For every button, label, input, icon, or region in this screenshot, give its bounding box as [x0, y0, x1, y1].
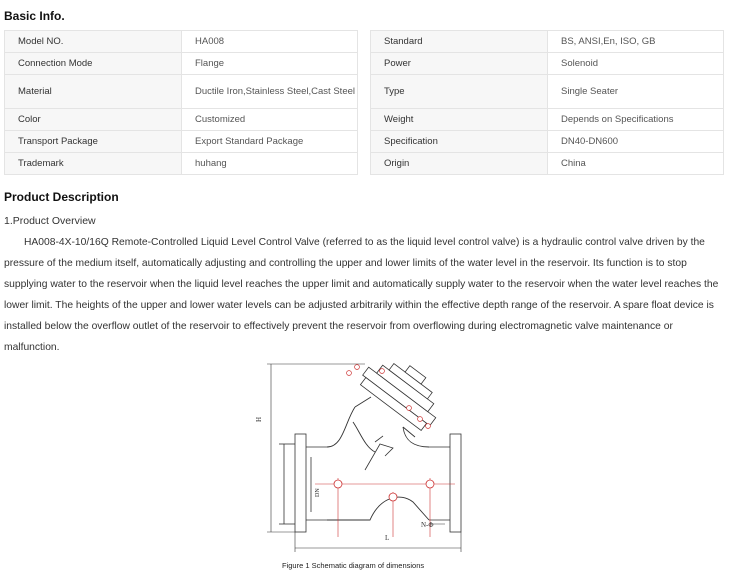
table-row: [371, 75, 724, 109]
spec-value: Customized: [182, 109, 358, 131]
spec-value: Single Seater: [548, 75, 724, 109]
spec-key: Origin: [371, 153, 548, 175]
nominal-label: DN: [315, 488, 321, 497]
product-overview-heading: 1.Product Overview: [4, 215, 96, 227]
spec-value: BS, ANSI,En, ISO, GB: [548, 31, 724, 53]
product-overview-paragraph: HA008-4X-10/16Q Remote-Controlled Liquid Level Control Valve (referred to as the liquid level control valve) is a hydraulic control valve driven by the pressure of the medium itself, automatically adjusting and controlling the upper and lower limits of the water level in the reservoir. Its function is to stop supplying water to the reservoir when the liquid level reaches the upper limit and automatically supply water to the reservoir when the water level reaches the lower limit. The heights of the upper and lower water levels can be adjusted arbitrarily within the effective depth range of the reservoir. A spare float device is installed below the overflow outlet of the reservoir to effectively prevent the reservoir from overflowing during electromagnetic valve maintenance or malfunction.: [4, 237, 719, 353]
spec-key: Material: [5, 75, 182, 109]
table-row: [371, 53, 724, 75]
table-row: [371, 131, 724, 153]
bolt-hole-markers: [334, 480, 434, 501]
spec-key: Standard: [371, 31, 548, 53]
spec-key: Model NO.: [5, 31, 182, 53]
spec-key: Weight: [371, 109, 548, 131]
table-row: [5, 109, 358, 131]
spec-value: China: [548, 153, 724, 175]
inlet-flange: [279, 434, 327, 532]
height-label: H: [255, 416, 263, 422]
spec-value: Export Standard Package: [182, 131, 358, 153]
holes-label: N-Φ: [421, 521, 434, 529]
height-dimension: [267, 364, 365, 532]
length-dimension: [295, 532, 461, 552]
spec-key: Type: [371, 75, 548, 109]
table-row: [5, 131, 358, 153]
spec-value: DN40-DN600: [548, 131, 724, 153]
spec-value: Ductile Iron,Stainless Steel,Cast Steel: [182, 75, 358, 109]
table-row: [371, 153, 724, 175]
spec-value: Flange: [182, 53, 358, 75]
spec-key: Power: [371, 53, 548, 75]
table-row: [371, 31, 724, 53]
table-row: [5, 75, 358, 109]
spec-value: Depends on Specifications: [548, 109, 724, 131]
basic-info-heading: Basic Info.: [4, 9, 65, 23]
figure-caption: Figure 1 Schematic diagram of dimensions: [282, 561, 425, 570]
spec-key: Connection Mode: [5, 53, 182, 75]
product-description-heading: Product Description: [4, 190, 119, 204]
basic-info-table-right: [370, 30, 724, 175]
valve-bonnet: [357, 352, 451, 433]
spec-value: Solenoid: [548, 53, 724, 75]
spec-key: Specification: [371, 131, 548, 153]
table-row: [371, 109, 724, 131]
spec-key: Trademark: [5, 153, 182, 175]
length-label: L: [385, 534, 390, 542]
spec-value: huhang: [182, 153, 358, 175]
spec-value: HA008: [182, 31, 358, 53]
table-row: [5, 153, 358, 175]
table-row: [5, 53, 358, 75]
valve-dimension-diagram: [245, 352, 485, 582]
basic-info-table-left: [4, 30, 358, 175]
table-row: [5, 31, 358, 53]
valve-seat: [365, 436, 393, 470]
spec-key: Transport Package: [5, 131, 182, 153]
spec-key: Color: [5, 109, 182, 131]
